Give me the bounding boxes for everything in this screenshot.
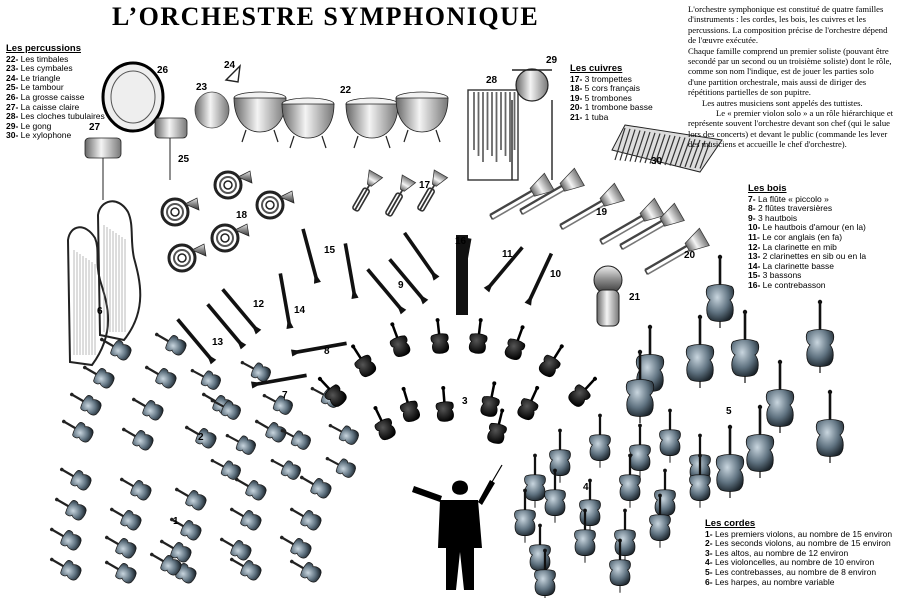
violin-icon — [226, 501, 263, 532]
snare-drum-icon — [155, 118, 187, 138]
section-number: 29 — [546, 55, 558, 66]
cello-icon — [550, 429, 571, 483]
legend-item-label: Les timbales — [20, 53, 69, 64]
bass-drum-icon — [103, 63, 163, 131]
viola-icon — [345, 340, 379, 379]
legend-percussions — [6, 44, 105, 141]
legend-item-label: Les seconds violons, au nombre de 15 environ — [714, 538, 891, 549]
legend-item-label: 1 trombone basse — [584, 102, 653, 113]
section-number: 5 — [726, 406, 732, 417]
violin-icon — [58, 413, 95, 444]
legend-heading: Les bois — [748, 183, 787, 194]
section-number: 22 — [340, 85, 352, 96]
cello-icon — [525, 454, 546, 508]
legend-item-number: 25- — [6, 82, 19, 93]
violin-icon — [322, 451, 358, 480]
trombone-icon — [641, 228, 710, 279]
legend-item — [705, 578, 892, 588]
french-horn-icon — [162, 198, 199, 225]
legend-item-label: Les cymbales — [20, 63, 73, 74]
intro-paragraph: Les autres musiciens sont appelés des tuttistes. — [702, 97, 863, 108]
french-horn-icon — [212, 224, 249, 251]
section-number: 28 — [486, 75, 498, 86]
section-number: 14 — [294, 305, 306, 316]
legend-item-number: 27- — [6, 101, 19, 112]
double-bass-icon — [766, 360, 794, 433]
violin-icon — [286, 501, 323, 532]
timpani-icon — [234, 92, 286, 142]
legend-item-label: 2 flûtes traversières — [757, 203, 833, 214]
double-bass-icon — [731, 310, 759, 383]
section-number: 2 — [198, 432, 204, 443]
legend-item-label: Les cloches tubulaires — [20, 111, 105, 122]
section-number: 3 — [462, 396, 468, 407]
section-number: 8 — [324, 346, 330, 357]
legend-item-number: 29- — [6, 120, 19, 131]
french-horn-icon — [215, 171, 252, 198]
legend-item-number: 14- — [748, 260, 761, 271]
legend-item-label: 5 cors français — [584, 83, 640, 94]
section-number: 20 — [684, 250, 696, 261]
legend-item-number: 4- — [705, 557, 713, 568]
legend-cordes — [705, 519, 892, 587]
violin-icon — [46, 521, 83, 552]
timpani-icon — [346, 98, 398, 148]
section-number: 26 — [157, 65, 169, 76]
legend-heading: Les cordes — [705, 518, 756, 529]
legend-item-label: La clarinette basse — [762, 260, 835, 271]
viola-icon — [566, 371, 603, 409]
legend-item-number: 7- — [748, 193, 756, 204]
viola-icon — [515, 383, 545, 422]
legend-item-label: La clarinette en mib — [762, 241, 837, 252]
legend-item-label: Les violoncelles, au nombre de 10 environ — [714, 557, 875, 568]
section-number: 17 — [419, 180, 431, 191]
violin-icon — [296, 469, 333, 500]
cello-icon — [545, 469, 566, 523]
violin-icon — [267, 453, 303, 482]
trombone-icon — [486, 173, 555, 224]
section-number: 6 — [97, 306, 103, 317]
legend-item-number: 22- — [6, 53, 19, 64]
violin-icon — [222, 428, 258, 457]
double-bass-icon — [716, 425, 744, 498]
legend-item-label: La flûte « piccolo » — [757, 193, 829, 204]
intro-paragraph: Chaque famille comprend un premier soliste (pouvant être secondé par un second ou un troisième soliste) dont le rôle, comme son nom l'indique, est de jouer les parties solo d'une partition orchestrale, mais aussi de diriger des répétitions partielles de son pupitre. — [688, 45, 892, 98]
double-bass-icon — [686, 315, 714, 388]
legend-item-label: 5 trombones — [584, 92, 632, 103]
legend-item-label: Les premiers violons, au nombre de 15 environ — [714, 528, 893, 539]
viola-icon — [479, 380, 503, 418]
gong-icon — [516, 69, 548, 101]
legend-item-number: 16- — [748, 279, 761, 290]
section-number: 1 — [173, 516, 179, 527]
legend-item-label: Le hautbois d'amour (en la) — [762, 222, 866, 233]
viola-icon — [503, 322, 531, 361]
viola-icon — [537, 340, 570, 379]
legend-item-number: 30- — [6, 130, 19, 141]
trumpet-icon — [413, 170, 447, 214]
legend-item-label: Les altos, au nombre de 12 environ — [714, 547, 849, 558]
trumpet-icon — [381, 175, 415, 219]
woodwind-icon — [300, 228, 321, 284]
intro-paragraph: L'orchestre symphonique est constitué de quatre familles d'instruments : les cordes, les bois, les cuivres et les percussions. La composition précise de l'orchestre dépend de l'œuvre exécutée. — [688, 4, 888, 46]
viola-icon — [434, 385, 454, 422]
violin-icon — [216, 531, 253, 562]
legend-item-number: 15- — [748, 270, 761, 281]
intro-paragraph: Le « premier violon solo » a un rôle hiérarchique et représente souvent l'orchestre devant son chef (qui le salue lors des concerts) et devant le public (commande les lever des musiciens et accueille le chef d'orchestre). — [688, 108, 894, 150]
trumpet-icon — [348, 170, 382, 214]
legend-item-label: 1 tuba — [584, 111, 609, 122]
legend-item-number: 6- — [705, 576, 713, 587]
section-number: 23 — [196, 82, 208, 93]
violin-icon — [207, 453, 243, 482]
legend-item-label: Le triangle — [20, 72, 61, 83]
cello-icon — [590, 414, 611, 468]
violin-icon — [106, 501, 143, 532]
woodwind-icon — [402, 231, 440, 281]
cymbal-icon — [195, 92, 229, 128]
viola-icon — [395, 384, 422, 423]
tuba-body — [597, 290, 619, 326]
legend-item-number: 26- — [6, 91, 19, 102]
double-bass-icon — [806, 300, 834, 373]
violin-icon — [276, 529, 313, 560]
viola-icon — [429, 317, 450, 354]
cello-icon — [630, 424, 651, 478]
legend-item-label: Le gong — [20, 120, 52, 131]
legend-item-number: 13- — [748, 251, 761, 262]
legend-item — [6, 131, 105, 141]
legend-item-number: 2- — [705, 538, 713, 549]
legend-item-number: 20- — [570, 102, 583, 113]
contrabassoon-icon — [456, 235, 468, 315]
section-number: 30 — [651, 156, 663, 167]
legend-item — [570, 113, 653, 123]
french-horn-icon — [257, 191, 294, 218]
section-number: 4 — [583, 482, 589, 493]
violin-icon — [259, 388, 295, 417]
legend-item-label: Le contrebasson — [762, 279, 826, 290]
legend-item-number: 5- — [705, 566, 713, 577]
violin-icon — [237, 355, 273, 384]
double-bass-icon — [706, 255, 734, 328]
violin-icon — [128, 391, 165, 422]
legend-item-label: Le tambour — [20, 82, 64, 93]
legend-heading: Les cuivres — [570, 63, 623, 74]
double-bass-icon — [816, 390, 844, 463]
section-number: 10 — [550, 269, 562, 280]
section-number: 19 — [596, 207, 608, 218]
legend-item-number: 3- — [705, 547, 713, 558]
section-number: 12 — [253, 299, 265, 310]
conductor-icon — [412, 480, 495, 590]
section-number: 24 — [224, 60, 236, 71]
violin-icon — [187, 363, 223, 392]
violin-icon — [141, 359, 178, 390]
legend-bois — [748, 184, 866, 291]
legend-item-number: 28- — [6, 111, 19, 122]
section-number: 7 — [282, 390, 288, 401]
page-title: L’ORCHESTRE SYMPHONIQUE — [112, 2, 540, 31]
section-number: 13 — [212, 337, 224, 348]
legend-item-label: 3 trompettes — [584, 73, 632, 84]
legend-item-number: 19- — [570, 92, 583, 103]
legend-item-number: 24- — [6, 72, 19, 83]
violin-icon — [46, 551, 83, 582]
legend-item-label: La caisse claire — [20, 101, 80, 112]
legend-item-label: La grosse caisse — [20, 91, 85, 102]
timpani-icon — [282, 98, 334, 148]
legend-item-label: Les contrebasses, au nombre de 8 environ — [714, 566, 877, 577]
baton-icon — [492, 465, 502, 482]
section-number: 25 — [178, 154, 190, 165]
section-number: 11 — [502, 249, 513, 260]
viola-icon — [384, 319, 413, 358]
legend-item-label: 3 bassons — [762, 270, 802, 281]
legend-item-label: Le cor anglais (en fa) — [762, 231, 843, 242]
legend-item — [748, 281, 866, 291]
violin-icon — [66, 386, 103, 417]
violin-icon — [116, 471, 153, 502]
violin-icon — [118, 421, 155, 452]
violin-icon — [171, 481, 208, 512]
legend-item-label: 2 clarinettes en sib ou en la — [762, 251, 867, 262]
violin-icon — [151, 326, 188, 357]
section-number: 15 — [324, 245, 336, 256]
timpani-icon — [396, 92, 448, 142]
intro-text — [688, 4, 894, 150]
violin-icon — [325, 418, 361, 447]
section-number: 9 — [398, 280, 404, 291]
violin-icon — [166, 511, 203, 542]
legend-item-number: 9- — [748, 212, 756, 223]
cello-icon — [615, 509, 636, 563]
section-number: 18 — [236, 210, 248, 221]
viola-icon — [468, 317, 490, 354]
viola-icon — [367, 403, 398, 442]
woodwind-icon — [342, 243, 359, 299]
cello-icon — [660, 409, 681, 463]
legend-heading: Les percussions — [6, 43, 81, 54]
legend-item-number: 17- — [570, 73, 583, 84]
legend-item-number: 23- — [6, 63, 19, 74]
legend-item-label: Le xylophone — [20, 130, 72, 141]
violin-icon — [101, 554, 138, 585]
woodwind-icon — [277, 273, 294, 329]
violin-icon — [101, 529, 138, 560]
violin-icon — [56, 461, 93, 492]
legend-item-number: 18- — [570, 83, 583, 94]
legend-cuivres — [570, 64, 653, 123]
legend-item-number: 10- — [748, 222, 761, 233]
legend-item-label: Les harpes, au nombre variable — [714, 576, 835, 587]
section-number: 16 — [455, 236, 467, 247]
legend-item-number: 8- — [748, 203, 756, 214]
legend-item-number: 1- — [705, 528, 713, 539]
legend-item-number: 21- — [570, 111, 583, 122]
section-number: 27 — [89, 122, 101, 133]
legend-item-label: 3 hautbois — [757, 212, 798, 223]
section-number: 21 — [629, 292, 641, 303]
french-horn-icon — [169, 244, 206, 271]
legend-item-number: 12- — [748, 241, 761, 252]
woodwind-icon — [291, 340, 347, 357]
snare-drum-icon — [85, 138, 121, 158]
legend-item-number: 11- — [748, 231, 760, 242]
violin-icon — [51, 491, 88, 522]
